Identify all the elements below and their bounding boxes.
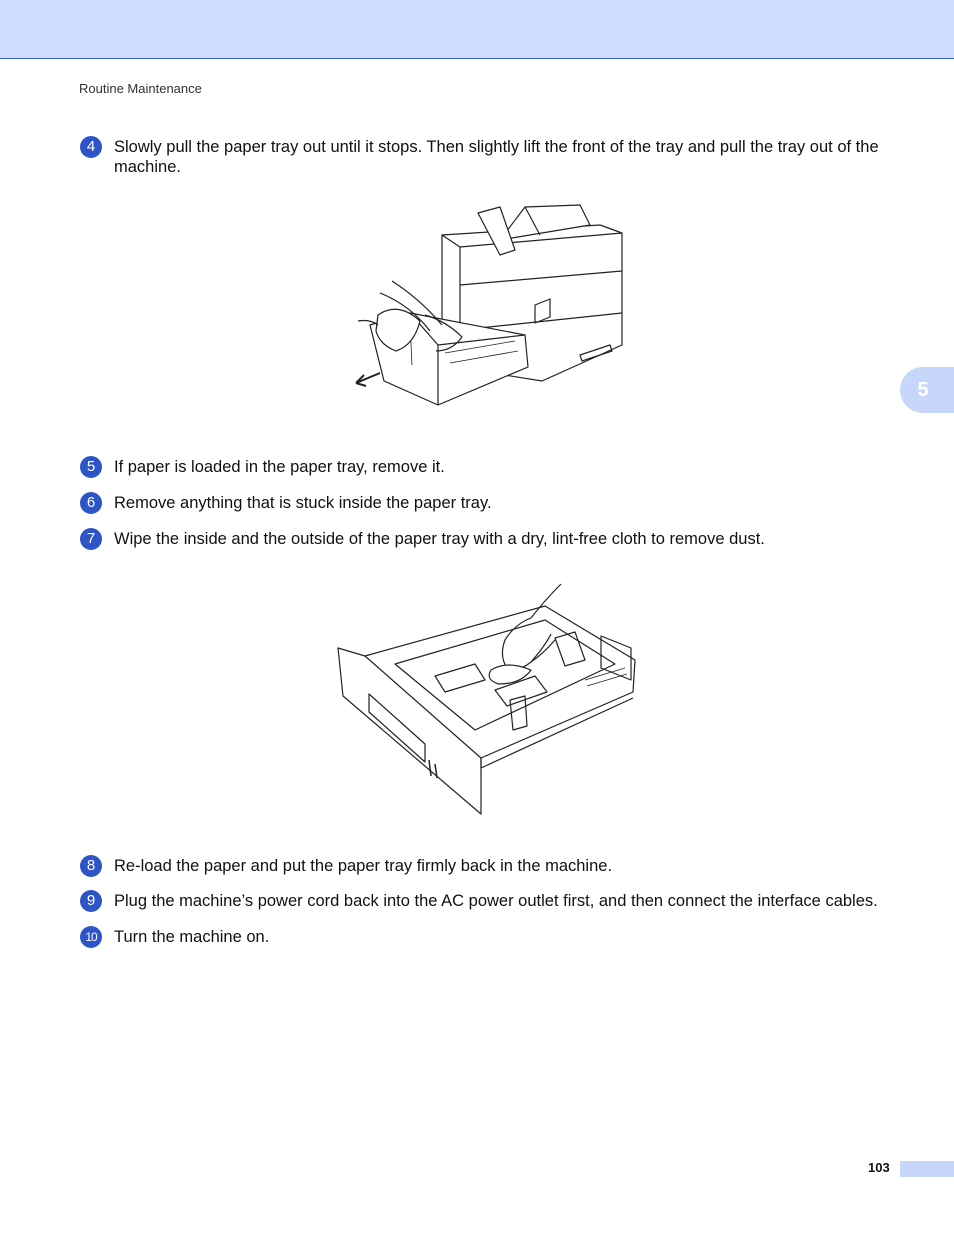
step-text: If paper is loaded in the paper tray, remove it.	[114, 458, 445, 476]
step-text: Turn the machine on.	[114, 928, 270, 946]
section-title: Routine Maintenance	[79, 81, 202, 96]
page-number: 103	[868, 1160, 890, 1175]
step-6	[80, 493, 900, 514]
step-text: Plug the machine’s power cord back into the AC power outlet first, and then connect the interface cables.	[114, 892, 878, 910]
step-number-badge: 4	[80, 136, 102, 158]
step-5	[80, 457, 900, 478]
step-number-badge: 7	[80, 528, 102, 550]
step-number-badge: 6	[80, 492, 102, 514]
chapter-tab[interactable]: 5	[900, 367, 954, 413]
step-10	[80, 927, 900, 948]
step-8	[80, 856, 900, 877]
header-band	[0, 0, 954, 59]
footer-bar	[900, 1161, 954, 1177]
step-number-badge: 10	[80, 926, 102, 948]
step-number-badge: 9	[80, 890, 102, 912]
step-number-badge: 5	[80, 456, 102, 478]
step-text: Re-load the paper and put the paper tray firmly back in the machine.	[114, 857, 613, 875]
step-4	[80, 137, 900, 177]
step-text: Slowly pull the paper tray out until it stops. Then slightly lift the front of the tray and pull the tray out of the machine.	[114, 138, 879, 176]
step-number-badge: 8	[80, 855, 102, 877]
step-7	[80, 529, 900, 550]
printer-tray-removal-illustration	[350, 195, 630, 410]
step-9	[80, 891, 910, 912]
step-text: Remove anything that is stuck inside the paper tray.	[114, 494, 492, 512]
step-text: Wipe the inside and the outside of the paper tray with a dry, lint-free cloth to remove dust.	[114, 530, 765, 548]
tray-cleaning-illustration	[335, 580, 640, 820]
